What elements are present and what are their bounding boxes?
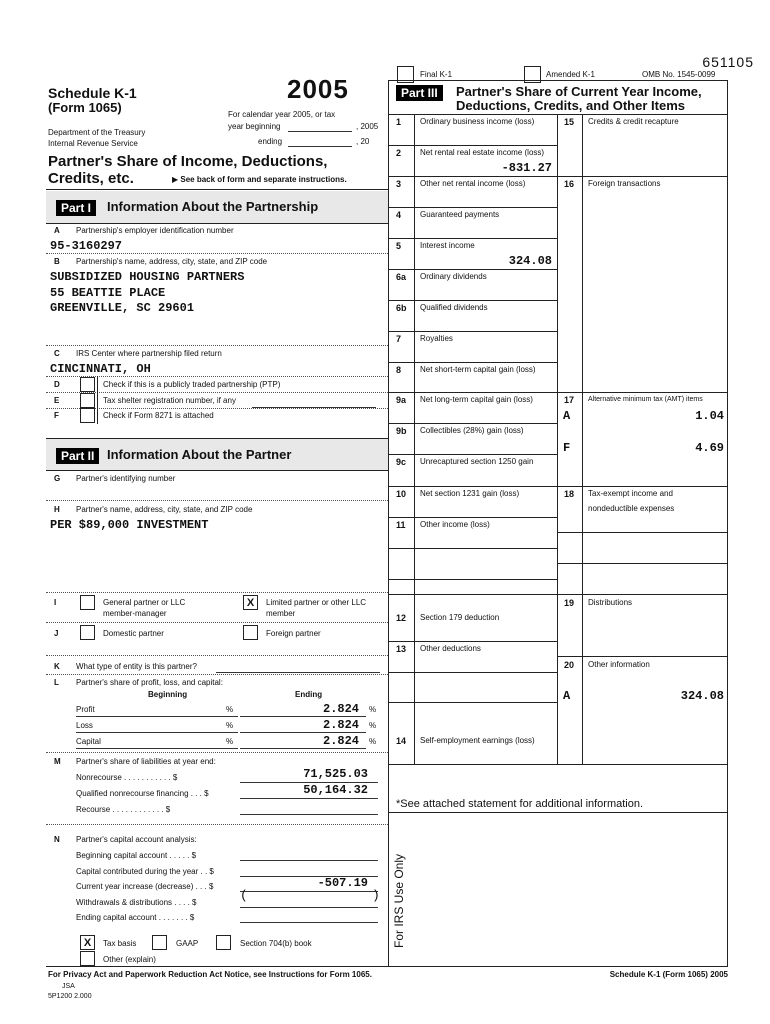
line-9c-label: Unrecaptured section 1250 gain xyxy=(420,457,534,466)
partnership-ein: 95-3160297 xyxy=(50,239,123,253)
line-8-number: 8 xyxy=(396,365,402,375)
m-row-value: 71,525.03 xyxy=(303,767,368,781)
irs-use-only: For IRS Use Only xyxy=(392,853,406,948)
withdraw-paren-open: ( xyxy=(240,888,248,903)
line15-label: Credits & credit recapture xyxy=(588,117,679,126)
domestic-partner-label: Domestic partner xyxy=(103,629,164,638)
line-9a-label: Net long-term capital gain (loss) xyxy=(420,395,533,404)
l-row-pct-begin: % xyxy=(226,705,234,714)
l-row-pct-begin: % xyxy=(226,721,234,730)
line17-number: 17 xyxy=(564,395,575,405)
sec704b-label: Section 704(b) book xyxy=(240,939,312,948)
final-k1-label: Final K-1 xyxy=(420,70,453,79)
n-row-label: Withdrawals & distributions . . . . $ xyxy=(76,897,197,907)
tax-shelter-label: Tax shelter registration number, if any xyxy=(103,396,236,405)
part2-title: Information About the Partner xyxy=(107,447,292,462)
footer-form-name: Schedule K-1 (Form 1065) 2005 xyxy=(609,970,728,979)
line-g-label: Partner's identifying number xyxy=(76,474,176,483)
limited-partner-label: Limited partner or other LLC xyxy=(266,598,367,607)
l-row-label: Profit xyxy=(76,705,95,714)
form-code-footer: 5P1200 2.000 xyxy=(48,993,92,1000)
line-14-number: 14 xyxy=(396,736,407,746)
partnership-city: GREENVILLE, SC 29601 xyxy=(50,301,195,315)
l-row-label: Capital xyxy=(76,737,101,746)
irs-center: CINCINNATI, OH xyxy=(50,362,151,376)
privacy-notice: For Privacy Act and Paperwork Reduction Act Notice, see Instructions for Form 1065. xyxy=(48,970,372,979)
n-row-label: Beginning capital account . . . . . $ xyxy=(76,851,197,860)
line-12-label: Section 179 deduction xyxy=(420,613,500,622)
part2-label: Part II xyxy=(56,448,99,464)
gaap-checkbox[interactable] xyxy=(152,935,167,950)
line-k-label: What type of entity is this partner? xyxy=(76,662,197,671)
form-subtitle: (Form 1065) xyxy=(48,100,122,115)
line-e-letter: E xyxy=(54,396,60,405)
line-1-label: Ordinary business income (loss) xyxy=(420,117,535,126)
line-5-number: 5 xyxy=(396,241,402,251)
amended-k1-label: Amended K-1 xyxy=(546,70,595,79)
line-10-number: 10 xyxy=(396,489,407,499)
part1-label: Part I xyxy=(56,200,96,216)
m-row-value: 50,164.32 xyxy=(303,783,368,797)
main-title-line2: Credits, etc. xyxy=(48,170,134,187)
line2-value: -831.27 xyxy=(501,161,552,175)
line-f-letter: F xyxy=(54,411,59,420)
general-partner-checkbox[interactable] xyxy=(80,595,95,610)
line-7-number: 7 xyxy=(396,334,402,344)
line17-label: Alternative minimum tax (AMT) items xyxy=(588,396,703,403)
line-7-label: Royalties xyxy=(420,334,453,343)
line-m-label: Partner's share of liabilities at year end: xyxy=(76,757,216,766)
ending-suffix: , 20 xyxy=(356,137,370,146)
line19-number: 19 xyxy=(564,598,575,608)
line-9a-number: 9a xyxy=(396,395,407,405)
line-11-number: 11 xyxy=(396,520,406,530)
line-3-number: 3 xyxy=(396,179,402,189)
ending-label: ending xyxy=(258,137,283,146)
line-1-number: 1 xyxy=(396,117,402,127)
limited-partner-checkbox[interactable]: X xyxy=(243,595,258,610)
m-row-label: Recourse . . . . . . . . . . . . $ xyxy=(76,805,171,814)
l-row-pct-end: % xyxy=(369,705,377,714)
limited-partner-label2: member xyxy=(266,609,296,618)
line-13-number: 13 xyxy=(396,644,407,654)
line16-label: Foreign transactions xyxy=(588,179,661,188)
m-row-label: Nonrecourse . . . . . . . . . . . $ xyxy=(76,773,178,782)
l-beginning-header: Beginning xyxy=(148,690,188,699)
line16-number: 16 xyxy=(564,179,575,189)
irs-label: Internal Revenue Service xyxy=(48,139,138,148)
line-a-letter: A xyxy=(54,226,60,235)
other-explain-checkbox[interactable] xyxy=(80,951,95,966)
line-m-letter: M xyxy=(54,757,61,766)
line5-value: 324.08 xyxy=(508,254,552,268)
other-explain-label: Other (explain) xyxy=(103,955,156,964)
line-h-label: Partner's name, address, city, state, and ZIP code xyxy=(76,505,253,514)
line17-code-a: A xyxy=(563,409,571,423)
n-row-value: -507.19 xyxy=(317,876,368,890)
partnership-name: SUBSIDIZED HOUSING PARTNERS xyxy=(50,270,245,284)
line18-label: Tax-exempt income and xyxy=(588,489,673,498)
tax-basis-label: Tax basis xyxy=(103,939,137,948)
line-14-label: Self-employment earnings (loss) xyxy=(420,736,535,745)
l-row-pct-end: % xyxy=(369,721,377,730)
line-9b-label: Collectibles (28%) gain (loss) xyxy=(420,426,524,435)
line-9c-number: 9c xyxy=(396,457,407,467)
n-row-label: Ending capital account . . . . . . . $ xyxy=(76,913,195,922)
line20-code-a: A xyxy=(563,689,571,703)
line-h-letter: H xyxy=(54,505,60,514)
jsa-label: JSA xyxy=(62,983,75,990)
foreign-partner-label: Foreign partner xyxy=(266,629,321,638)
line-c-label: IRS Center where partnership filed return xyxy=(76,349,222,358)
part1-title: Information About the Partnership xyxy=(107,199,319,214)
dept-treasury: Department of the Treasury xyxy=(48,128,146,137)
arrow-right-icon: ▶ xyxy=(172,175,179,184)
ptp-checkbox[interactable] xyxy=(80,377,95,392)
tax-shelter-checkbox[interactable] xyxy=(80,393,95,408)
line-l-label: Partner's share of profit, loss, and capital: xyxy=(76,678,223,687)
line-l-letter: L xyxy=(54,678,59,687)
line18-number: 18 xyxy=(564,489,575,499)
year-suffix: , 2005 xyxy=(356,122,379,131)
line-n-label: Partner's capital account analysis: xyxy=(76,835,197,844)
tax-basis-checkbox[interactable]: X xyxy=(80,935,95,950)
line-6a-label: Ordinary dividends xyxy=(420,272,487,281)
n-row-label: Current year increase (decrease) . . . $ xyxy=(76,882,214,891)
omb-number: OMB No. 1545-0099 xyxy=(642,70,716,79)
line20-number: 20 xyxy=(564,660,575,670)
line-2-label: Net rental real estate income (loss) xyxy=(420,148,545,157)
line-4-label: Guaranteed payments xyxy=(420,210,500,219)
line-d-letter: D xyxy=(54,380,60,389)
general-partner-label2: member-manager xyxy=(103,609,167,618)
l-row-value: 2.824 xyxy=(323,702,360,716)
line-g-letter: G xyxy=(54,474,61,483)
line19-label: Distributions xyxy=(588,598,633,607)
domestic-partner-checkbox[interactable] xyxy=(80,625,95,640)
n-row-label: Capital contributed during the year . . $ xyxy=(76,866,214,876)
line-11-label: Other income (loss) xyxy=(420,520,490,529)
line-5-label: Interest income xyxy=(420,241,475,250)
form8271-checkbox[interactable] xyxy=(80,408,95,423)
line-6a-number: 6a xyxy=(396,272,407,282)
ptp-label: Check if this is a publicly traded partnership (PTP) xyxy=(103,380,281,389)
withdraw-paren-close: ) xyxy=(372,888,380,903)
line-9b-number: 9b xyxy=(396,426,407,436)
l-row-value: 2.824 xyxy=(323,718,360,732)
line-c-letter: C xyxy=(54,349,60,358)
see-back-note: ▶ See back of form and separate instructions. xyxy=(172,175,347,184)
line-i-letter: I xyxy=(54,598,57,607)
line-10-label: Net section 1231 gain (loss) xyxy=(420,489,520,498)
schedule-title: Schedule K-1 xyxy=(48,85,137,101)
partnership-address: 55 BEATTIE PLACE xyxy=(50,286,166,300)
l-ending-header: Ending xyxy=(295,690,323,699)
line-b-letter: B xyxy=(54,257,60,266)
line17-value-f: 4.69 xyxy=(695,441,724,455)
line-n-letter: N xyxy=(54,835,60,844)
line20-value-a: 324.08 xyxy=(680,689,724,703)
part3-title-line1: Partner's Share of Current Year Income, xyxy=(456,84,702,99)
year-beginning-label: year beginning xyxy=(228,122,281,131)
main-title-line1: Partner's Share of Income, Deductions, xyxy=(48,153,328,170)
line-6b-number: 6b xyxy=(396,303,407,313)
line-a-label: Partnership's employer identification number xyxy=(76,226,234,235)
line-6b-label: Qualified dividends xyxy=(420,303,488,312)
part3-label: Part III xyxy=(396,85,443,101)
calendar-year-text: For calendar year 2005, or tax xyxy=(228,110,336,119)
gaap-label: GAAP xyxy=(176,939,199,948)
line20-label: Other information xyxy=(588,660,650,669)
line-12-number: 12 xyxy=(396,613,407,623)
line17-value-a: 1.04 xyxy=(695,409,724,423)
line-8-label: Net short-term capital gain (loss) xyxy=(420,365,536,374)
part3-title-line2: Deductions, Credits, and Other Items xyxy=(456,98,685,113)
foreign-partner-checkbox[interactable] xyxy=(243,625,258,640)
l-row-value: 2.824 xyxy=(323,734,360,748)
form8271-label: Check if Form 8271 is attached xyxy=(103,411,214,420)
line18-label2: nondeductible expenses xyxy=(588,504,675,513)
l-row-label: Loss xyxy=(76,721,93,730)
line-j-letter: J xyxy=(54,629,59,638)
line15-number: 15 xyxy=(564,117,575,127)
line-3-label: Other net rental income (loss) xyxy=(420,179,526,188)
line-k-letter: K xyxy=(54,662,60,671)
form-code: 651105 xyxy=(702,54,754,70)
tax-year: 2005 xyxy=(287,74,349,104)
line17-code-f: F xyxy=(563,441,571,455)
line-b-label: Partnership's name, address, city, state, and ZIP code xyxy=(76,257,268,266)
line-13-label: Other deductions xyxy=(420,644,481,653)
general-partner-label: General partner or LLC xyxy=(103,598,186,607)
line-4-number: 4 xyxy=(396,210,402,220)
line-2-number: 2 xyxy=(396,148,402,158)
l-row-pct-begin: % xyxy=(226,737,234,746)
attached-statement-note: *See attached statement for additional information. xyxy=(396,798,644,810)
partner-name: PER $89,000 INVESTMENT xyxy=(50,518,209,532)
sec704b-checkbox[interactable] xyxy=(216,935,231,950)
m-row-label: Qualified nonrecourse financing . . . $ xyxy=(76,789,209,798)
l-row-pct-end: % xyxy=(369,737,377,746)
